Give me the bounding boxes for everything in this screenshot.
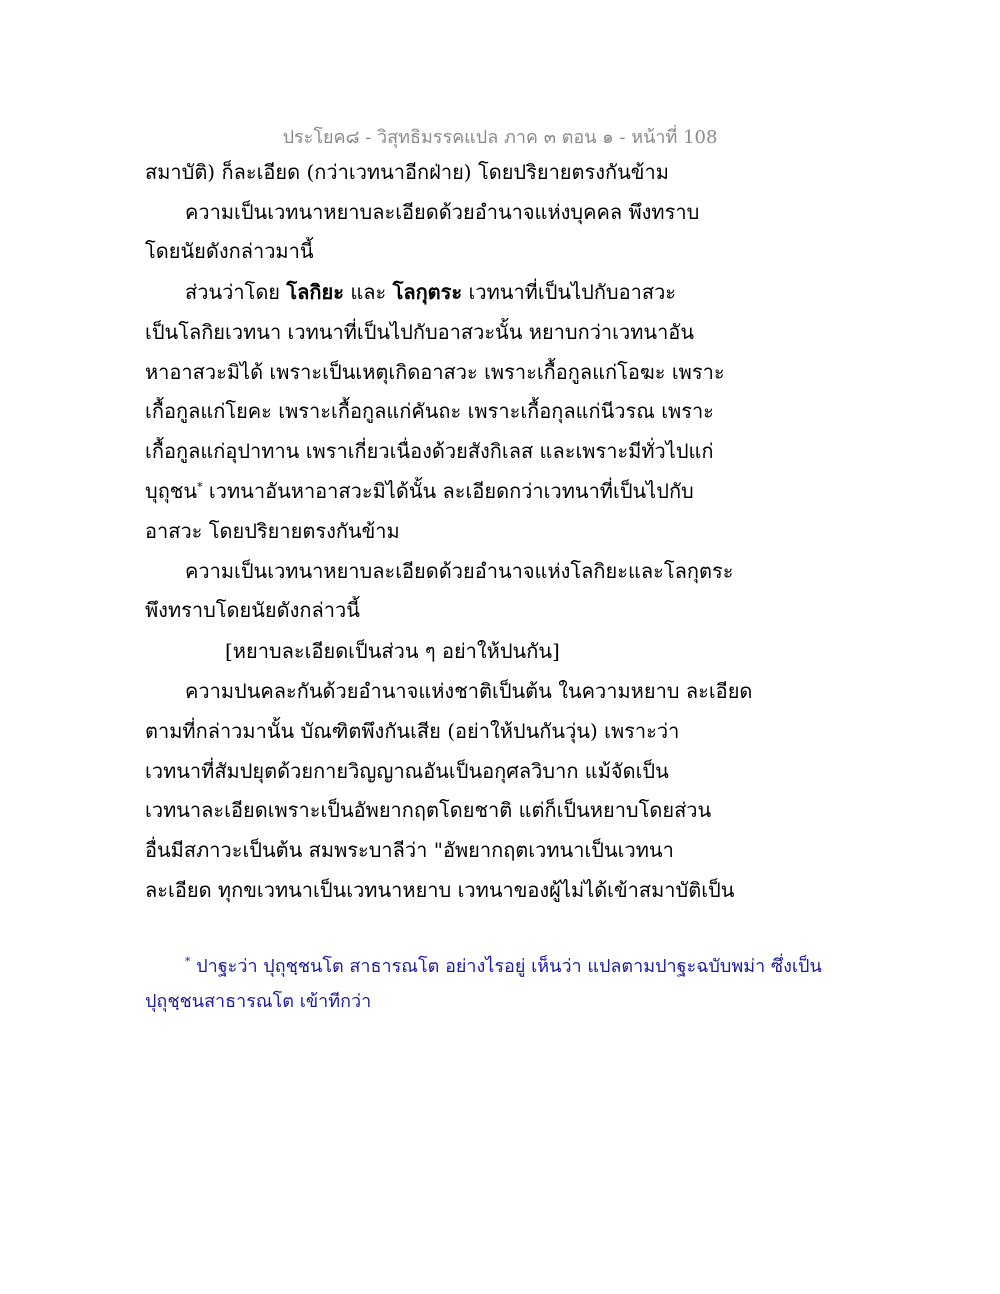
text-run: ส่วนว่าโดย — [185, 280, 287, 304]
body-line: ละเอียด ทุกขเวทนาเป็นเวทนาหยาบ เวทนาของผู้ไม่ได้เข้าสมาบัติเป็น — [145, 878, 735, 902]
body-line: ตามที่กล่าวมานั้น บัณฑิตพึงกันเสีย (อย่าให้ปนกันวุ่น) เพราะว่า — [145, 719, 680, 743]
text-run: เวทนาที่เป็นไปกับอาสวะ — [462, 280, 677, 304]
body-line: ความปนคละกันด้วยอำนาจแห่งชาติเป็นต้น ในความหยาบ ละเอียด — [185, 679, 753, 703]
body-line: ความเป็นเวทนาหยาบละเอียดด้วยอำนาจแห่งบุคคล พึงทราบ — [185, 200, 700, 224]
body-line: เวทนาละเอียดเพราะเป็นอัพยากฤตโดยชาติ แต่ก็เป็นหยาบโดยส่วน — [145, 798, 712, 822]
section-heading: [หยาบละเอียดเป็นส่วน ๆ อย่าให้ปนกัน] — [225, 639, 560, 663]
body-line — [145, 477, 694, 505]
text-run: และ — [343, 280, 393, 304]
page-header: ประโยค๘ - วิสุทธิมรรคแปล ภาค ๓ ตอน ๑ - หน้าที่ 108 — [282, 127, 718, 148]
body-line — [185, 278, 676, 306]
body-line: เกื้อกูลแก่อุปาทาน เพราเกี่ยวเนื่องด้วยสังกิเลส และเพราะมีทั่วไปแก่ — [145, 439, 714, 463]
footnote-marker: * — [185, 955, 191, 968]
body-line: อื่นมีสภาวะเป็นต้น สมพระบาลีว่า "อัพยากฤตเวทนาเป็นเวทนา — [145, 838, 674, 862]
body-line: สมาบัติ) ก็ละเอียด (กว่าเวทนาอีกฝ่าย) โดยปริยายตรงกันข้าม — [145, 160, 669, 184]
text-run: เวทนาอันหาอาสวะมิได้นั้น ละเอียดกว่าเวทนาที่เป็นไปกับ — [202, 479, 694, 503]
footnote-line — [185, 953, 822, 981]
term-lokuttara: โลกุตระ — [392, 280, 463, 304]
body-line: โดยนัยดังกล่าวมานี้ — [145, 239, 314, 263]
footnote-marker: * — [197, 480, 203, 494]
body-line: เกื้อกูลแก่โยคะ เพราะเกื้อกูลแก่คันถะ เพราะเกื้อกุลแก่นีวรณ เพราะ — [145, 399, 714, 423]
footnote-line: ปุถุชฺชนสาธารณโต เข้าทีกว่า — [145, 991, 372, 1012]
term-lokiya: โลกิยะ — [286, 280, 344, 304]
body-line: ความเป็นเวทนาหยาบละเอียดด้วยอำนาจแห่งโลกิยะและโลกุตระ — [185, 559, 734, 583]
body-line: อาสวะ โดยปริยายตรงกันข้าม — [145, 519, 400, 543]
body-line: พึงทราบโดยนัยดังกล่าวนี้ — [145, 598, 360, 622]
text-run: ปาฐะว่า ปุถุชฺชนโต สาธารณโต อย่างไรอยู่ เห็นว่า แปลตามปาฐะฉบับพม่า ซึ่งเป็น — [190, 956, 822, 977]
body-line: หาอาสวะมิได้ เพราะเป็นเหตุเกิดอาสวะ เพราะเกื้อกูลแก่โอฆะ เพราะ — [145, 360, 725, 384]
body-line: เป็นโลกิยเวทนา เวทนาที่เป็นไปกับอาสวะนั้น หยาบกว่าเวทนาอัน — [145, 320, 694, 344]
body-line: เวทนาที่สัมปยุตด้วยกายวิญญาณอันเป็นอกุศลวิบาก แม้จัดเป็น — [145, 759, 669, 783]
text-run: บุถุชน — [145, 479, 198, 503]
